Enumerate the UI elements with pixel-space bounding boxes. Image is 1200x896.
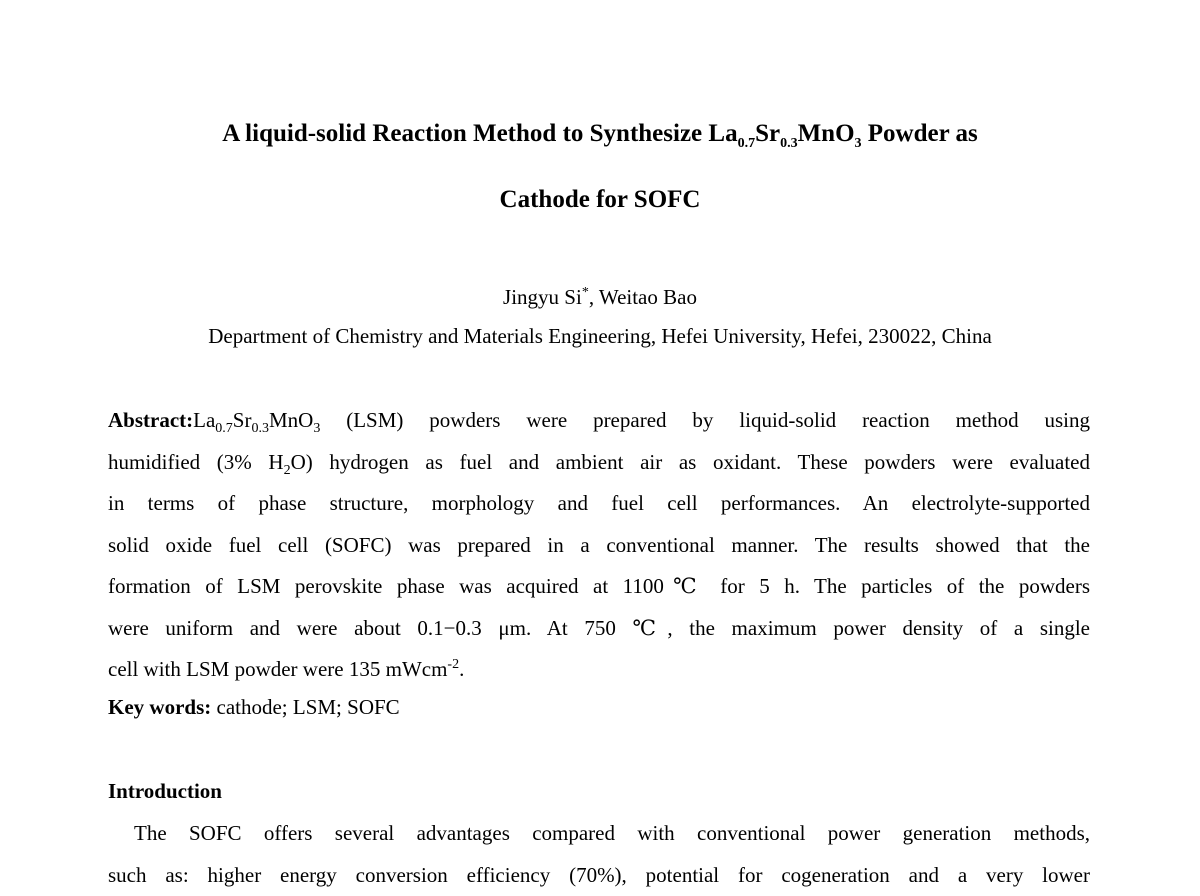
intro-line-1: The SOFC offers several advantages compared with conventional power generation methods,: [108, 813, 1090, 855]
abstract-h2-subscript: 2: [284, 463, 291, 478]
abstract-unit-superscript: -2: [447, 657, 459, 672]
abstract-line-3: in terms of phase structure, morphology and fuel cell performances. An electrolyte-supported: [108, 483, 1090, 525]
abstract-line-7-text: cell with LSM powder were 135 mWcm: [108, 657, 447, 681]
abstract-line-1-text: (LSM) powders were prepared by liquid-solid reaction method using: [320, 408, 1090, 432]
abstract-mno: MnO: [269, 408, 313, 432]
abstract-la: La: [193, 408, 215, 432]
abstract-o-subscript: 3: [313, 421, 320, 436]
title-sr: Sr: [755, 120, 780, 147]
title-text-prefix: A liquid-solid Reaction Method to Synthesize La: [222, 120, 737, 147]
author-1: Jingyu Si: [503, 285, 582, 309]
title-text-suffix: Powder as: [862, 120, 978, 147]
intro-line-2: such as: higher energy conversion efficiency (70%), potential for cogeneration and a very lower: [108, 855, 1090, 896]
author-2: , Weitao Bao: [589, 285, 697, 309]
affiliation: Department of Chemistry and Materials Engineering, Hefei University, Hefei, 230022, China: [0, 323, 1200, 349]
abstract-line-4: solid oxide fuel cell (SOFC) was prepared in a conventional manner. The results showed that the: [108, 525, 1090, 567]
title-la-subscript: 0.7: [738, 136, 756, 151]
abstract-line-6: were uniform and were about 0.1−0.3 μm. At 750 ℃, the maximum power density of a single: [108, 608, 1090, 650]
abstract-line-7-period: .: [459, 657, 464, 681]
title-o-subscript: 3: [855, 136, 862, 151]
keywords-label: Key words:: [108, 695, 211, 719]
abstract-line-2: [108, 442, 1090, 484]
abstract-line-2-text-a: humidified (3% H: [108, 450, 284, 474]
abstract-la-subscript: 0.7: [215, 421, 233, 436]
abstract-line-1: [108, 400, 1090, 442]
abstract-line-2-text-b: O) hydrogen as fuel and ambient air as oxidant. These powders were evaluated: [291, 450, 1090, 474]
abstract-sr: Sr: [233, 408, 252, 432]
introduction-paragraph: [108, 813, 1090, 896]
keywords: [108, 692, 1090, 722]
title-sr-subscript: 0.3: [780, 136, 798, 151]
corresponding-author-mark: *: [582, 285, 589, 300]
paper-title-line-2: Cathode for SOFC: [0, 185, 1200, 215]
abstract-line-5: formation of LSM perovskite phase was acquired at 1100℃ for 5 h. The particles of the powders: [108, 566, 1090, 608]
section-heading-introduction: Introduction: [108, 776, 222, 806]
abstract: [108, 400, 1090, 691]
paper-title-line-1: [0, 119, 1200, 149]
abstract-sr-subscript: 0.3: [251, 421, 269, 436]
abstract-label: Abstract:: [108, 408, 193, 432]
author-list: [0, 284, 1200, 310]
abstract-line-7: [108, 649, 1090, 691]
title-mno: MnO: [798, 120, 855, 147]
keywords-text: cathode; LSM; SOFC: [211, 695, 399, 719]
